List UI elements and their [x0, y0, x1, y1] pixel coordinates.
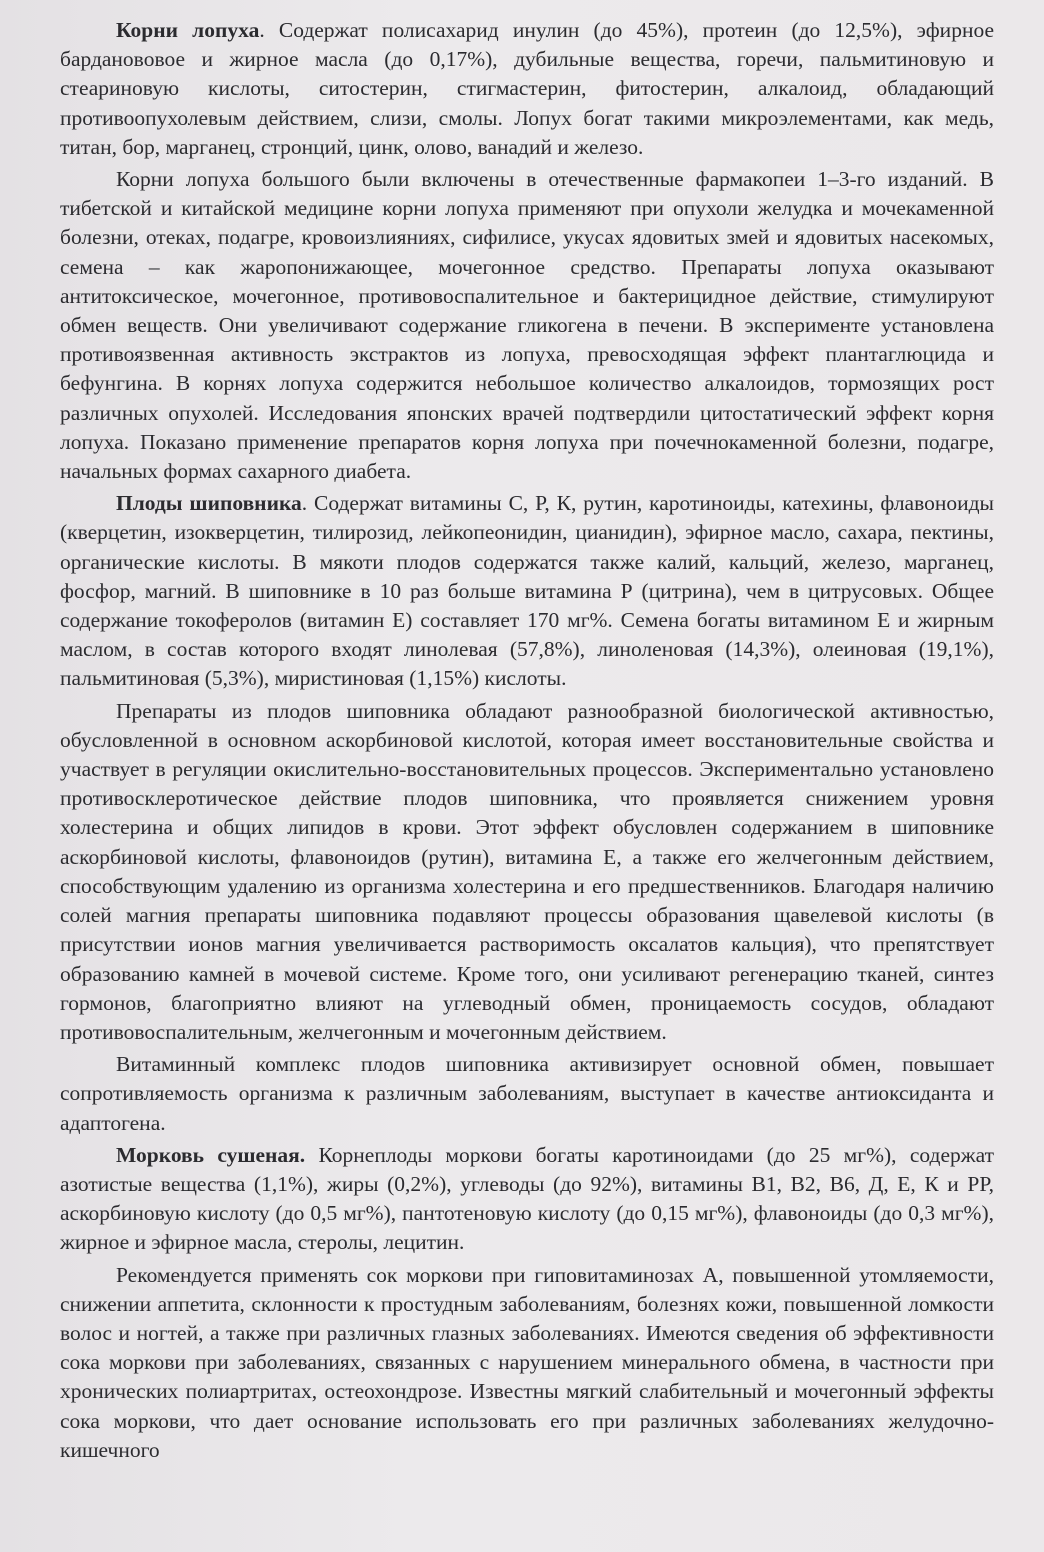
heading-dried-carrot: Морковь сушеная. — [116, 1142, 306, 1167]
paragraph-burdock-medicine — [60, 165, 994, 486]
paragraph-text: Рекомендуется применять сок моркови при гиповитаминозах А, повышенной утомляемости, снижении аппетита, склонности к простудным заболеваниям, болезнях кожи, повышенной ломкости волос и ногтей, а также при различных глазных заболеваниях. Имеются сведения об эффективности сока моркови при заболеваниях, связанных с нарушением минерального обмена, в частности при хронических полиартритах, остеохондрозе. Известны мягкий слабительный и мочегонный эффекты сока моркови, что дает основание использовать его при различных заболеваниях желудочно-кишечного — [60, 1262, 994, 1462]
paragraph-text: Препараты из плодов шиповника обладают разнообразной биологической активностью, обусловленной в основном аскорбиновой кислотой, которая имеет восстановительные свойства и участвует в регуляции окислительно-восстановительных процессов. Экспериментально установлено противосклеротическое действие плодов шиповника, что проявляется снижением уровня холестерина и общих липидов в крови. Этот эффект обусловлен содержанием в шиповнике аскорбиновой кислоты, флавоноидов (рутин), витамина Е, а также его желчегонным действием, способствующим удалению из организма холестерина и его предшественников. Благодаря наличию солей магния препараты шиповника подавляют процессы образования щавелевой кислоты (в присутствии ионов магния увеличивается растворимость оксалатов кальция), что препятствует образованию камней в мочевой системе. Кроме того, они усиливают регенерацию тканей, синтез гормонов, благоприятно влияют на углеводный обмен, проницаемость сосудов, обладают противовоспалительным, желчегонным и мочегонным действием. — [60, 698, 994, 1044]
paragraph-text: . Содержат полисахарид инулин (до 45%), протеин (до 12,5%), эфирное барданововое и жирное масла (до 0,17%), дубильные вещества, горечи, пальмитиновую и стеариновую кислоты, ситостерин, стигмастерин, фитостерин, алкалоид, обладающий противоопухолевым действием, слизи, смолы. Лопух богат такими микроэлементами, как медь, титан, бор, марганец, стронций, цинк, олово, ванадий и железо. — [60, 18, 995, 159]
paragraph-text: Витаминный комплекс плодов шиповника активизирует основной обмен, повышает сопротивляемость организма к различным заболеваниям, выступает в качестве антиоксиданта и адаптогена. — [60, 1052, 994, 1135]
body-text — [60, 16, 994, 1468]
paragraph-rosehip-fruits — [60, 489, 994, 693]
paragraph-dried-carrot — [60, 1141, 994, 1258]
paragraph-burdock-roots — [60, 16, 994, 162]
paragraph-rosehip-activity — [60, 697, 994, 1047]
paragraph-rosehip-vitamins — [60, 1050, 994, 1138]
paragraph-text: Корнеплоды моркови богаты каротиноидами (до 25 мг%), содержат азотистые вещества (1,1%), жиры (0,2%), углеводы (до 92%), витамины В1, В2, В6, Д, Е, К и РР, аскорбиновую кислоту (до 0,5 мг%), пантотеновую кислоту (до 0,15 мг%), флавоноиды (до 0,3 мг%), жирное и эфирное масла, стеролы, лецитин. — [60, 1142, 994, 1255]
heading-rosehip-fruits: Плоды шиповника — [116, 491, 302, 516]
heading-burdock-roots: Корни лопуха — [116, 18, 260, 42]
paragraph-text: Корни лопуха большого были включены в отечественные фармакопеи 1–3-го изданий. В тибетской и китайской медицине корни лопуха применяют при опухоли желудка и мочекаменной болезни, отеках, подагре, кровоизлияниях, сифилисе, укусах ядовитых змей и ядовитых насекомых, семена – как жаропонижающее, мочегонное средство. Препараты лопуха оказывают антитоксическое, мочегонное, противовоспалительное и бактерицидное действие, стимулируют обмен веществ. Они увеличивают содержание гликогена в печени. В эксперименте установлена противоязвенная активность экстрактов из лопуха, превосходящая эффект плантаглюцида и бефунгина. В корнях лопуха содержится небольшое количество алкалоидов, тормозящих рост различных опухолей. Исследования японских врачей подтвердили цитостатический эффект корня лопуха. Показано применение препаратов корня лопуха при почечнокаменной болезни, подагре, начальных формах сахарного диабета. — [60, 167, 994, 484]
paragraph-text: . Содержат витамины С, Р, К, рутин, каротиноиды, катехины, флавоноиды (кверцетин, изокверцетин, тилирозид, лейкопеонидин, цианидин), эфирное масло, сахара, пектины, органические кислоты. В мякоти плодов содержатся также калий, кальций, железо, марганец, фосфор, магний. В шиповнике в 10 раз больше витамина Р (цитрина), чем в цитрусовых. Общее содержание токоферолов (витамин Е) составляет 170 мг%. Семена богаты витамином Е и жирным маслом, в состав которого входят линолевая (57,8%), линоленовая (14,3%), олеиновая (19,1%), пальмитиновая (5,3%), миристиновая (1,15%) кислоты. — [60, 491, 994, 691]
paragraph-carrot-juice — [60, 1261, 994, 1465]
